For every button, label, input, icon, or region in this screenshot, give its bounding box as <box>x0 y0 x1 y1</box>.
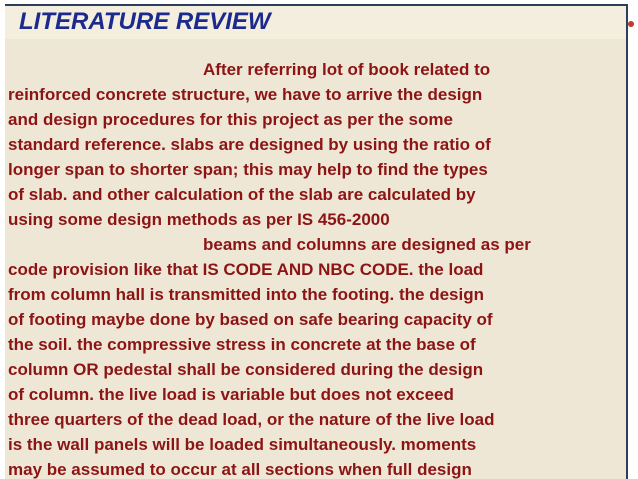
body-line-16: is the wall panels will be loaded simultaneously. moments <box>8 435 477 454</box>
body-line-5: longer span to shorter span; this may help to find the types <box>8 160 488 179</box>
body-line-9: code provision like that IS CODE AND NBC CODE. the load <box>8 260 484 279</box>
slide-right-border <box>626 4 628 479</box>
body-line-13: column OR pedestal shall be considered during the design <box>8 360 484 379</box>
body-line-4: standard reference. slabs are designed by using the ratio of <box>8 135 491 154</box>
body-line-12: the soil. the compressive stress in concrete at the base of <box>8 335 476 354</box>
accent-dot <box>628 21 634 27</box>
body-line-17: may be assumed to occur at all sections when full design <box>8 460 472 479</box>
body-line-8: beams and columns are designed as per <box>203 235 531 254</box>
body-line-10: from column hall is transmitted into the footing. the design <box>8 285 485 304</box>
body-line-11: of footing maybe done by based on safe bearing capacity of <box>8 310 493 329</box>
body-line-14: of column. the live load is variable but does not exceed <box>8 385 454 404</box>
body-line-1: After referring lot of book related to <box>203 60 491 79</box>
title-bar <box>5 4 626 41</box>
body-line-2: reinforced concrete structure, we have to arrive the design <box>8 85 483 104</box>
body-line-7: using some design methods as per IS 456-2000 <box>8 210 390 229</box>
slide-title: LITERATURE REVIEW <box>19 8 271 35</box>
body-line-15: three quarters of the dead load, or the nature of the live load <box>8 410 495 429</box>
body-line-6: of slab. and other calculation of the slab are calculated by <box>8 185 476 204</box>
body-line-3: and design procedures for this project as per the some <box>8 110 453 129</box>
